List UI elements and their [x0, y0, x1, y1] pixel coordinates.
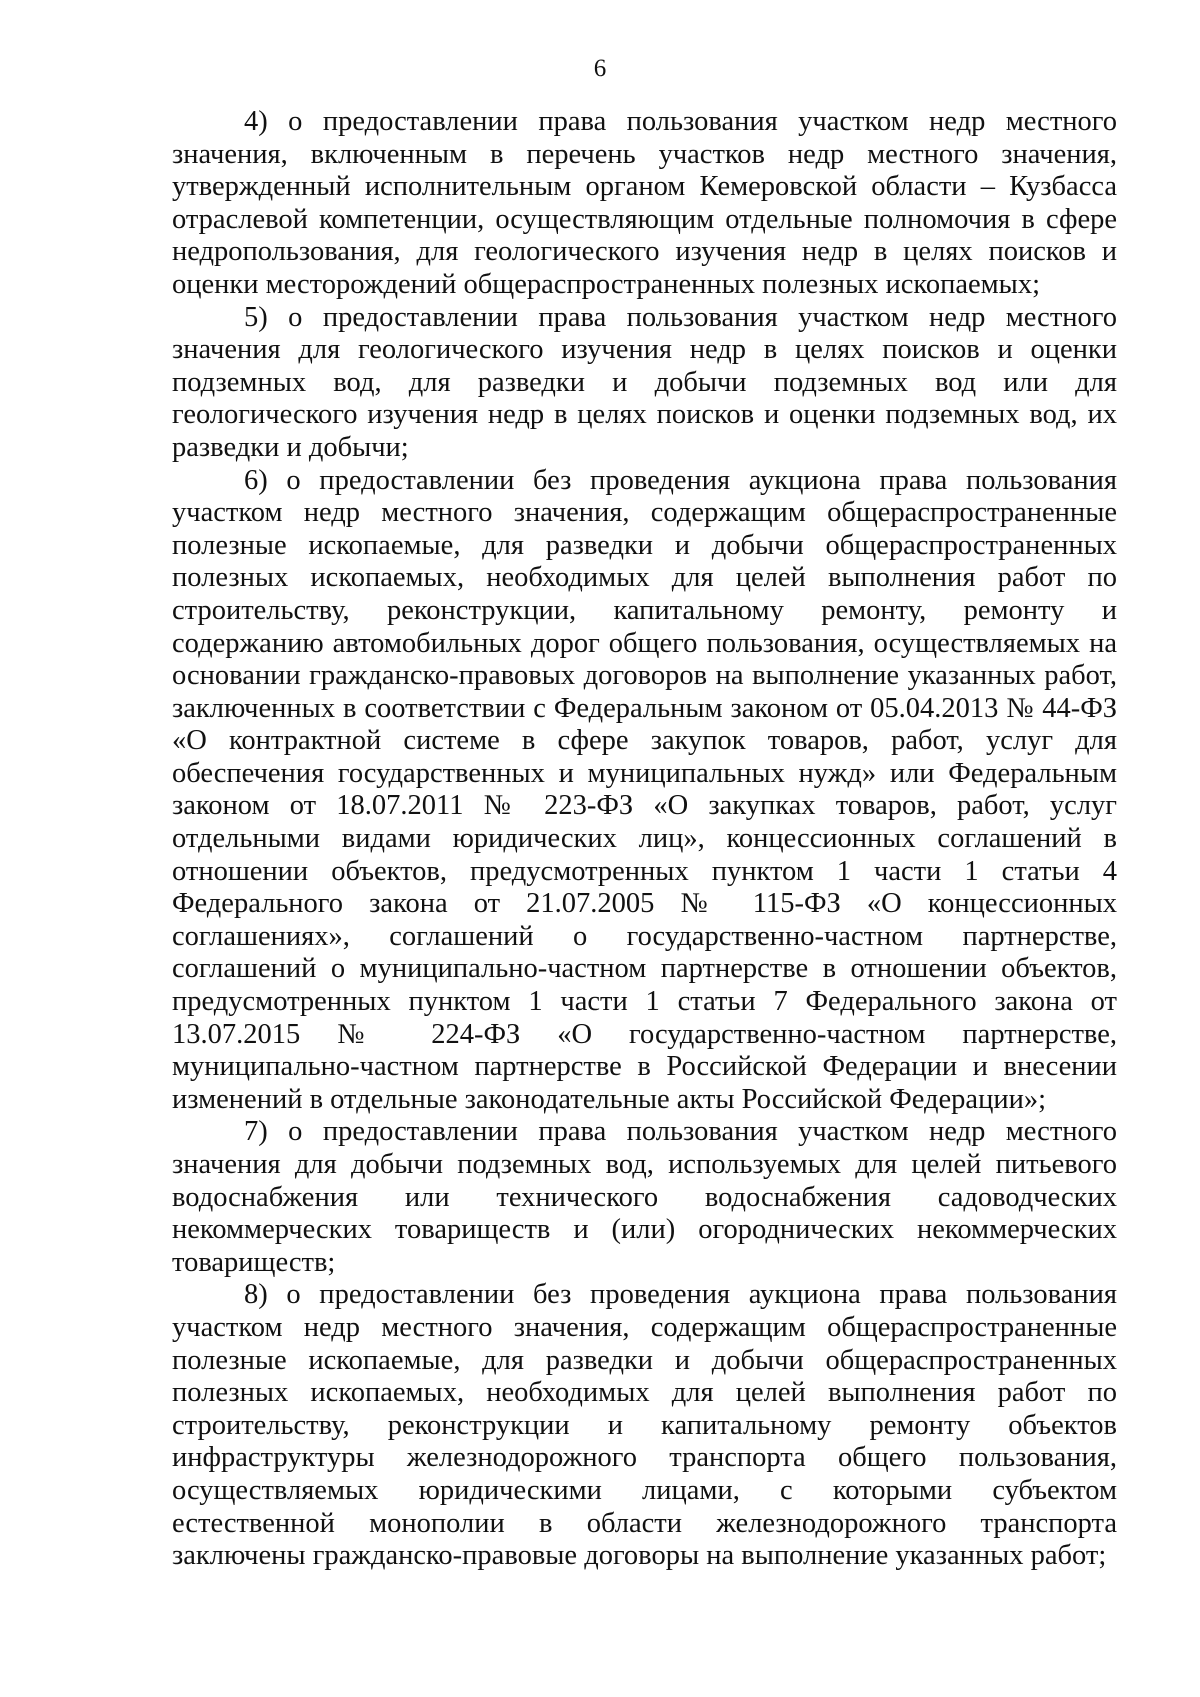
list-item-4: 4) о предоставлении права пользования участком недр местного значения, включенным в перечень участков недр местного значения, утвержденный исполнительным органом Кемеровской области – Кузбасса отраслевой компетенции, осуществляющим отдельные полномочия в сфере недропользования, для геологического изучения недр в целях поисков и оценки месторождений общераспространенных полезных ископаемых;	[172, 106, 1117, 300]
list-item-5: 5) о предоставлении права пользования участком недр местного значения для геологического изучения недр в целях поисков и оценки подземных вод, для разведки и добычи подземных вод или для геологического изучения недр в целях поисков и оценки подземных вод, их разведки и добычи;	[172, 301, 1117, 463]
page-number: 6	[593, 55, 607, 82]
list-item-8: 8) о предоставлении без проведения аукциона права пользования участком недр местного значения, содержащим общераспространенные полезные ископаемые, для разведки и добычи общераспространенных полезных ископаемых, необходимых для целей выполнения работ по строительству, реконструкции и капитальному ремонту объектов инфраструктуры железнодорожного транспорта общего пользования, осуществляемых юридическими лицами, с которыми субъектом естественной монополии в области железнодорожного транспорта заключены гражданско-правовые договоры на выполнение указанных работ;	[172, 1279, 1117, 1572]
list-item-6: 6) о предоставлении без проведения аукциона права пользования участком недр местного значения, содержащим общераспространенные полезные ископаемые, для разведки и добычи общераспространенных полезных ископаемых, необходимых для целей выполнения работ по строительству, реконструкции, капитальному ремонту, ремонту и содержанию автомобильных дорог общего пользования, осуществляемых на основании гражданско-правовых договоров на выполнение указанных работ, заключенных в соответствии с Федеральным законом от 05.04.2013 № 44-ФЗ «О контрактной системе в сфере закупок товаров, работ, услуг для обеспечения государственных и муниципальных нужд» или Федеральным законом от 18.07.2011 № 223-ФЗ «О закупках товаров, работ, услуг отдельными видами юридических лиц», концессионных соглашений в отношении объектов, предусмотренных пунктом 1 части 1 статьи 4 Федерального закона от 21.07.2005 № 115-ФЗ «О концессионных соглашениях», соглашений о государственно-частном партнерстве, соглашений о муниципально-частном партнерстве в отношении объектов, предусмотренных пунктом 1 части 1 статьи 7 Федерального закона от 13.07.2015 № 224-ФЗ «О государственно-частном партнерстве, муниципально-частном партнерстве в Российской Федерации и внесении изменений в отдельные законодательные акты Российской Федерации»;	[172, 464, 1117, 1115]
list-item-7: 7) о предоставлении права пользования участком недр местного значения для добычи подземных вод, используемых для целей питьевого водоснабжения или технического водоснабжения садоводческих некоммерческих товариществ и (или) огороднических некоммерческих товариществ;	[172, 1116, 1117, 1278]
document-body	[172, 106, 1117, 1573]
